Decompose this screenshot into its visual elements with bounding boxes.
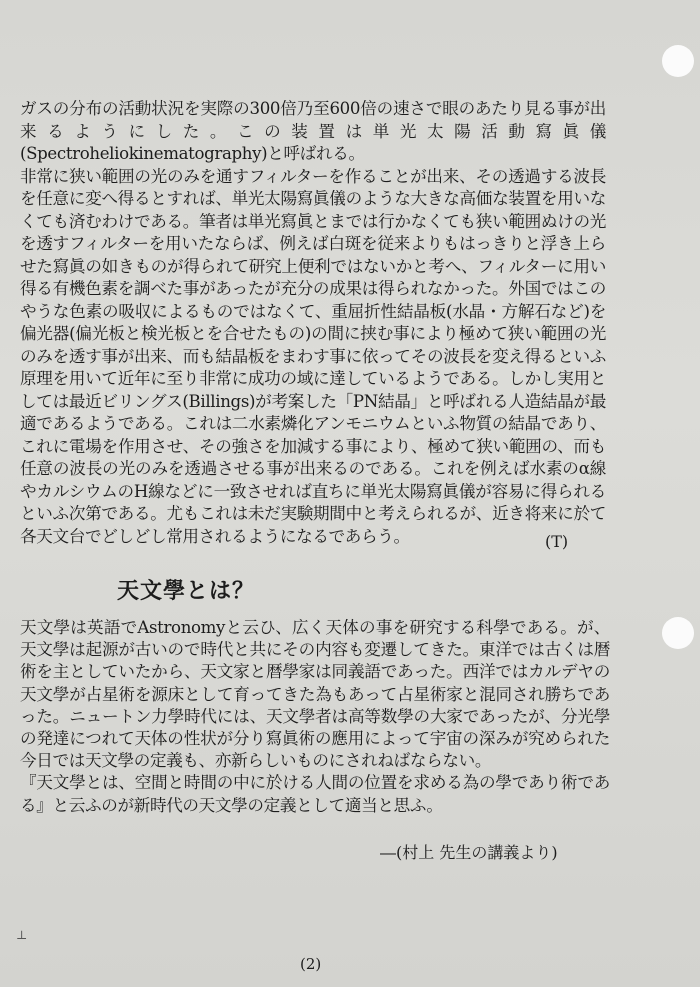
credit-line: ―(村上 先生の講義より): [380, 843, 558, 862]
paragraph: ガスの分布の活動状況を実際の300倍乃至600倍の速さで眼のあたり見る事が出来るようにした。この装置は単光太陽活動寫眞儀(Spectroheliokinematography)と呼ばれる。: [20, 99, 606, 163]
section-body: [20, 617, 610, 817]
paragraph: 非常に狭い範囲の光のみを通すフィルターを作ることが出来、その透過する波長を任意に変へ得るとすれば、単光太陽寫眞儀のような大きな高価な装置を用いなくても済むわけである。筆者は単光寫眞とまでは行かなくても狭い範囲ぬけの光を透すフィルターを用いたならば、例えば白斑を従来よりもはっきりと浮き上らせた寫眞の如きものが得られて研究上便利ではないかと考へ、フィルターに用い得る有機色素を調べた事があったが充分の成果は得られなかった。外国ではこのやうな色素の吸収によるものではなくて、重屈折性結晶板(水晶・方解石など)を偏光器(偏光板と検光板とを合せたもの)の間に挟む事により極めて狭い範囲の光のみを透す事が出来、而も結晶板をまわす事に依ってその波長を変え得るといふ原理を用いて近年に至り非常に成功の域に達しているようである。しかし実用としては最近ビリングス(Billings)が考案した「PN結晶」と呼ばれる人造結晶が最適であるようである。これは二水素燐化アンモニウムといふ物質の結晶であり、これに電場を作用させ、その強さを加減する事により、極めて狭い範囲の、而も任意の波長の光のみを透過させる事が出来るのである。これを例えば水素のα線やカルシウムのH線などに一致させれば直ちに単光太陽寫眞儀が容易に得られるといふ次第である。尤もこれは未だ実験期間中と考えられるが、近き将来に於て各天文台でどしどし常用されるようになるであらう。: [20, 166, 606, 546]
punch-hole: [662, 617, 694, 649]
margin-mark: ⊥: [16, 928, 28, 942]
section-heading: 天文學とは？: [117, 578, 256, 604]
page-number: (2): [300, 955, 322, 973]
quote: 『天文學とは、空間と時間の中に於ける人間の位置を求める為の學であり術である』と云ふのが新時代の天文學の定義として適当と思ふ。: [20, 773, 610, 815]
paragraph: 天文學は英語でAstronomyと云ひ、広く天体の事を研究する科學である。が、天文學は起源が古いので時代と共にその内容も変遷してきた。東洋では古くは暦術を主としていたから、天文家と暦學家は同義語であった。西洋ではカルデヤの天文學が占星術を源床として育ってきた為もあって占星術家と混同され勝ちであった。ニュートン力學時代には、天文學者は高等数學の大家であったが、分光學の発達につれて天体の性状が分り寫眞術の應用によって宇宙の深みが究められた今日では天文學の定義も、亦新らしいものにされねばならない。: [20, 618, 610, 771]
article-body: [20, 98, 606, 548]
article-signature: (T): [545, 532, 569, 551]
punch-hole: [662, 45, 694, 77]
